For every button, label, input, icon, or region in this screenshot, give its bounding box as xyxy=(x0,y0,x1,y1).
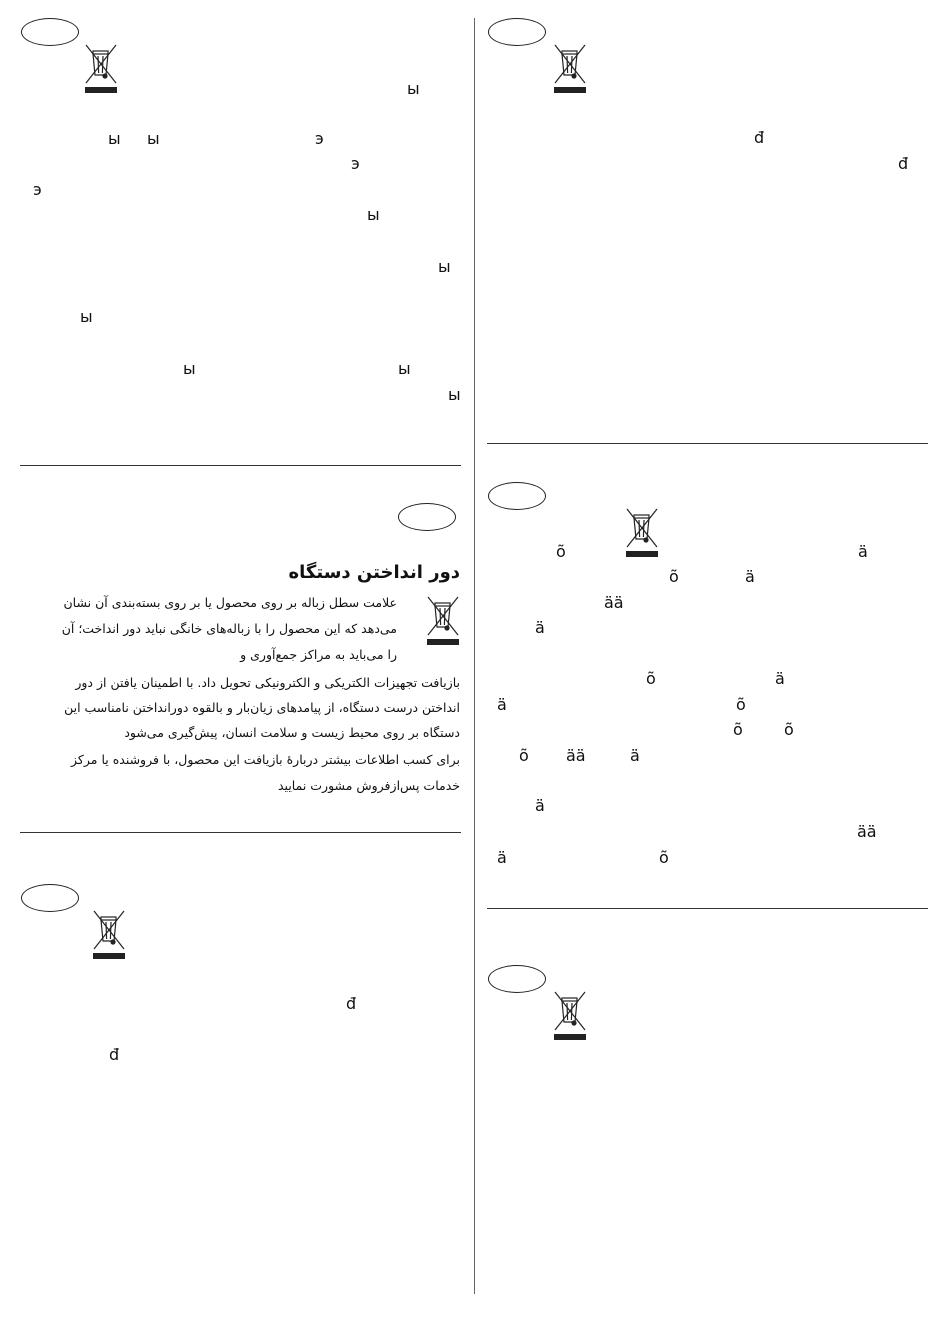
body-line: بازیافت تجهیزات الکتریکی و الکترونیکی تحویل داد. با اطمینان یافتن از دور xyxy=(75,675,460,690)
glyph: ä xyxy=(497,695,507,714)
glyph: đ xyxy=(754,128,765,147)
glyph: õ xyxy=(646,669,656,688)
glyph: э xyxy=(351,154,360,173)
glyph: õ xyxy=(659,848,669,867)
glyph: ä xyxy=(535,796,545,815)
glyph: õ xyxy=(733,720,743,739)
glyph: õ xyxy=(519,746,529,765)
glyph: õ xyxy=(736,695,746,714)
glyph: õ xyxy=(556,542,566,561)
glyph: ы xyxy=(147,129,160,148)
glyph: ы xyxy=(407,79,420,98)
glyph: õ xyxy=(784,720,794,739)
weee-bin-icon xyxy=(84,42,118,94)
weee-bin-icon xyxy=(625,506,659,558)
language-badge xyxy=(21,884,79,912)
weee-bin-icon xyxy=(92,908,126,960)
glyph: ä xyxy=(775,669,785,688)
glyph: ää xyxy=(604,593,624,612)
glyph: ä xyxy=(535,618,545,637)
glyph: ы xyxy=(80,307,93,326)
glyph: ы xyxy=(367,205,380,224)
section-title: دور انداختن دستگاه xyxy=(288,562,460,583)
weee-bin-icon xyxy=(426,594,460,646)
glyph: ы xyxy=(183,359,196,378)
glyph: ä xyxy=(630,746,640,765)
body-line: برای کسب اطلاعات بیشتر دربارهٔ بازیافت این محصول، با فروشنده یا مرکز xyxy=(71,752,460,767)
glyph: ä xyxy=(858,542,868,561)
body-line: خدمات پس‌ازفروش مشورت نمایید xyxy=(277,778,460,793)
intro-line: می‌دهد که این محصول را با زباله‌های خانگی نباید دور انداخت؛ آن xyxy=(61,621,397,636)
glyph: э xyxy=(33,180,42,199)
glyph: ää xyxy=(566,746,586,765)
glyph: ы xyxy=(448,385,461,404)
language-badge xyxy=(488,18,546,46)
section-separator xyxy=(487,908,928,909)
glyph: ä xyxy=(745,567,755,586)
glyph: õ xyxy=(669,567,679,586)
column-divider xyxy=(474,18,475,1294)
glyph: ää xyxy=(857,822,877,841)
glyph: đ xyxy=(898,154,909,173)
glyph: э xyxy=(315,129,324,148)
language-badge xyxy=(398,503,456,531)
intro-line: علامت سطل زباله بر روی محصول یا بر روی بسته‌بندی آن نشان xyxy=(63,595,397,610)
weee-bin-icon xyxy=(553,42,587,94)
intro-line: را می‌باید به مراکز جمع‌آوری و xyxy=(240,647,397,662)
glyph: đ xyxy=(109,1045,120,1064)
section-separator xyxy=(487,443,928,444)
language-badge xyxy=(488,965,546,993)
weee-bin-icon xyxy=(553,989,587,1041)
glyph: ы xyxy=(108,129,121,148)
glyph: ä xyxy=(497,848,507,867)
body-line: دستگاه بر روی محیط زیست و سلامت انسان، پیش‌گیری می‌شود xyxy=(124,725,460,740)
language-badge xyxy=(488,482,546,510)
glyph: ы xyxy=(398,359,411,378)
body-line: انداختن درست دستگاه، از پیامدهای زیان‌بار و بالقوه دورانداختن نامناسب این xyxy=(64,700,460,715)
glyph: ы xyxy=(438,257,451,276)
section-separator xyxy=(20,465,461,466)
glyph: đ xyxy=(346,994,357,1013)
language-badge xyxy=(21,18,79,46)
section-separator xyxy=(20,832,461,833)
